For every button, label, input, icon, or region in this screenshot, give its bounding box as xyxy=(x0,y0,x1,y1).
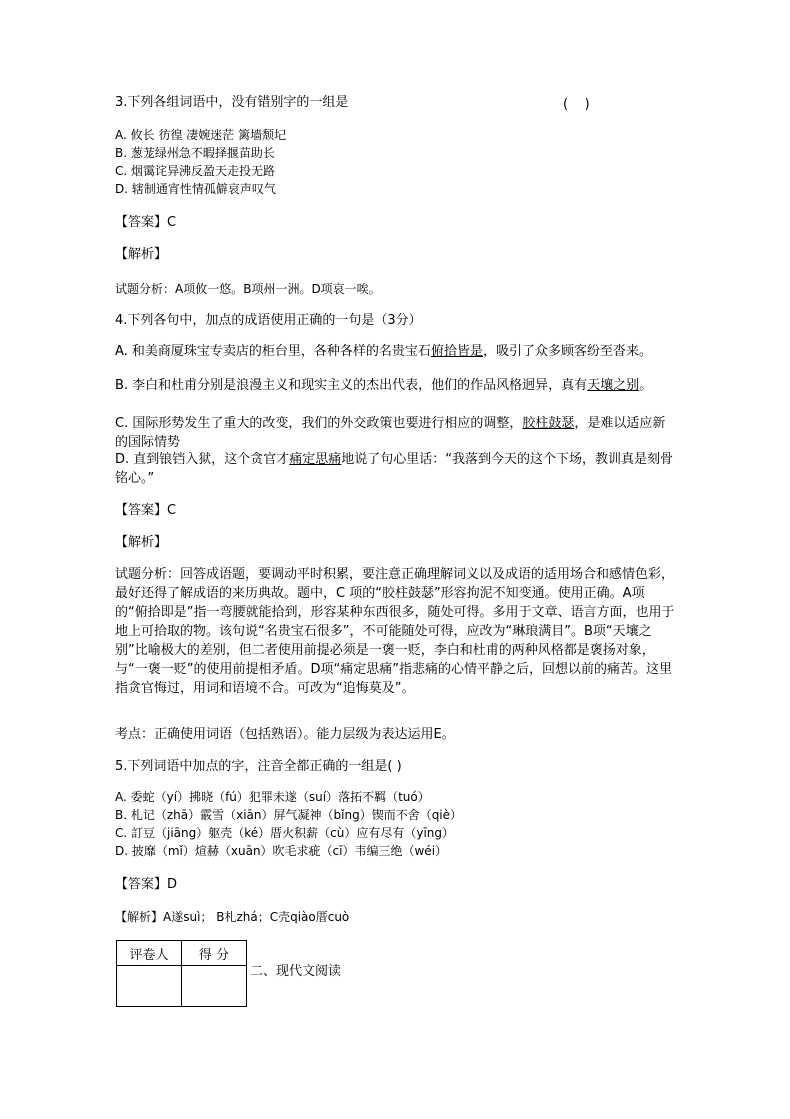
q4-option-d xyxy=(115,450,675,488)
q4-option-a xyxy=(115,342,675,361)
q3-analysis: 试题分析：A项攸一悠。B项州一洲。D项哀一唉。 xyxy=(115,282,381,296)
q3-option-c: C. 烟霭诧异沸反盈天走投无路 xyxy=(115,164,276,178)
q4-option-c-pre: C. 国际形势发生了重大的改变，我们的外交政策也要进行相应的调整， xyxy=(115,416,523,431)
q3-analysis-label: 【解析】 xyxy=(115,247,168,262)
q4-analysis: 试题分析：回答成语题，要调动平时积累，要注意正确理解词义以及成语的适用场合和感情色彩，最好还得了解成语的来历典故。题中，C 项的“胶柱鼓瑟”形容拘泥不知变通。使用正确。A项的“俯拾即是”指一弯腰就能拾到，形容某种东西很多，随处可得。多用于文章、语言方面，也用于地上可拾取的物。该句说“名贵宝石很多”，不可能随处可得，应改为“琳琅满目”。B项“天壤之别”比喻极大的差别，但二者使用前提必须是一褒一贬，李白和杜甫的两种风格都是褒扬对象，与“一褒一贬”的使用前提相矛盾。D项“痛定思痛”指悲痛的心情平静之后，回想以前的痛苦。这里指贪官悔过，用词和语境不合。可改为“追悔莫及”。 xyxy=(115,567,675,696)
q4-option-b-pre: B. 李白和杜甫分别是浪漫主义和现实主义的杰出代表，他们的作品风格迥异，真有 xyxy=(115,378,588,393)
q4-stem: 4.下列各句中，加点的成语使用正确的一句是（3分） xyxy=(115,313,422,328)
q5-answer: 【答案】D xyxy=(115,877,178,892)
score-table-grader-header: 评卷人 xyxy=(117,941,182,966)
q4-option-a-post: ，吸引了众多顾客纷至沓来。 xyxy=(482,344,652,359)
q4-option-a-idiom: 俯拾皆是 xyxy=(430,344,483,359)
q4-option-c-idiom: 胶柱鼓瑟 xyxy=(522,416,575,431)
q3-option-d: D. 辖制通宵性情孤僻哀声叹气 xyxy=(115,182,276,196)
q4-option-b-post: 。 xyxy=(639,378,653,393)
q4-option-b-idiom: 天壤之别 xyxy=(587,378,640,393)
q5-option-b: B. 札记（zhā）霰雪（xiān）屏气凝神（bǐng）锲而不舍（qiè） xyxy=(115,808,463,822)
q5-option-a: A. 委蛇（yí）拂晓（fú）犯罪未遂（suí）落拓不羁（tuó） xyxy=(115,790,430,804)
score-table-score-cell xyxy=(182,966,247,1007)
q3-option-b: B. 葱茏绿州急不暇择揠苗助长 xyxy=(115,146,275,160)
q4-option-d-post: 地说了句心里话：“我落到今天的这个下场，教训真是刻骨铭心。” xyxy=(115,452,674,486)
q3-option-a: A. 攸长 彷徨 凄婉迷茫 篱墙颓圮 xyxy=(115,128,287,142)
q5-stem: 5.下列词语中加点的字，注音全都正确的一组是( ) xyxy=(115,759,402,774)
q4-kaodian: 考点：正确使用词语（包括熟语）。能力层级为表达运用E。 xyxy=(115,727,455,742)
score-table-grader-cell xyxy=(117,966,182,1007)
q5-option-d: D. 披靡（mǐ）煊赫（xuān）吹毛求疵（cī）韦编三绝（wéi） xyxy=(115,844,448,858)
q5-analysis: 【解析】A遂suì； B札zhá；C壳qiào厝cuò xyxy=(115,910,350,924)
q3-answer-paren: ( ) xyxy=(563,97,590,112)
q4-option-c xyxy=(115,414,675,452)
score-table xyxy=(116,940,247,1007)
section-title: 二、现代文阅读 xyxy=(250,964,342,979)
q3-answer: 【答案】C xyxy=(115,215,177,230)
q4-option-b xyxy=(115,376,675,395)
q3-stem: 3.下列各组词语中，没有错别字的一组是 xyxy=(115,95,349,110)
q4-analysis-label: 【解析】 xyxy=(115,535,168,550)
q5-option-c: C. 訂豆（jiāng）躯壳（ké）厝火积薪（cù）应有尽有（yīng） xyxy=(115,826,455,840)
q4-option-d-pre: D. 直到锒铛入狱，这个贪官才 xyxy=(115,452,290,467)
q4-answer: 【答案】C xyxy=(115,503,177,518)
q4-option-d-idiom: 痛定思痛 xyxy=(289,452,342,467)
score-table-score-header: 得 分 xyxy=(182,941,247,966)
q4-option-a-pre: A. 和美商厦珠宝专卖店的柜台里，各种各样的名贵宝石 xyxy=(115,344,431,359)
q4-option-c-post: ，是难以适应新的国际情势 xyxy=(115,416,666,450)
